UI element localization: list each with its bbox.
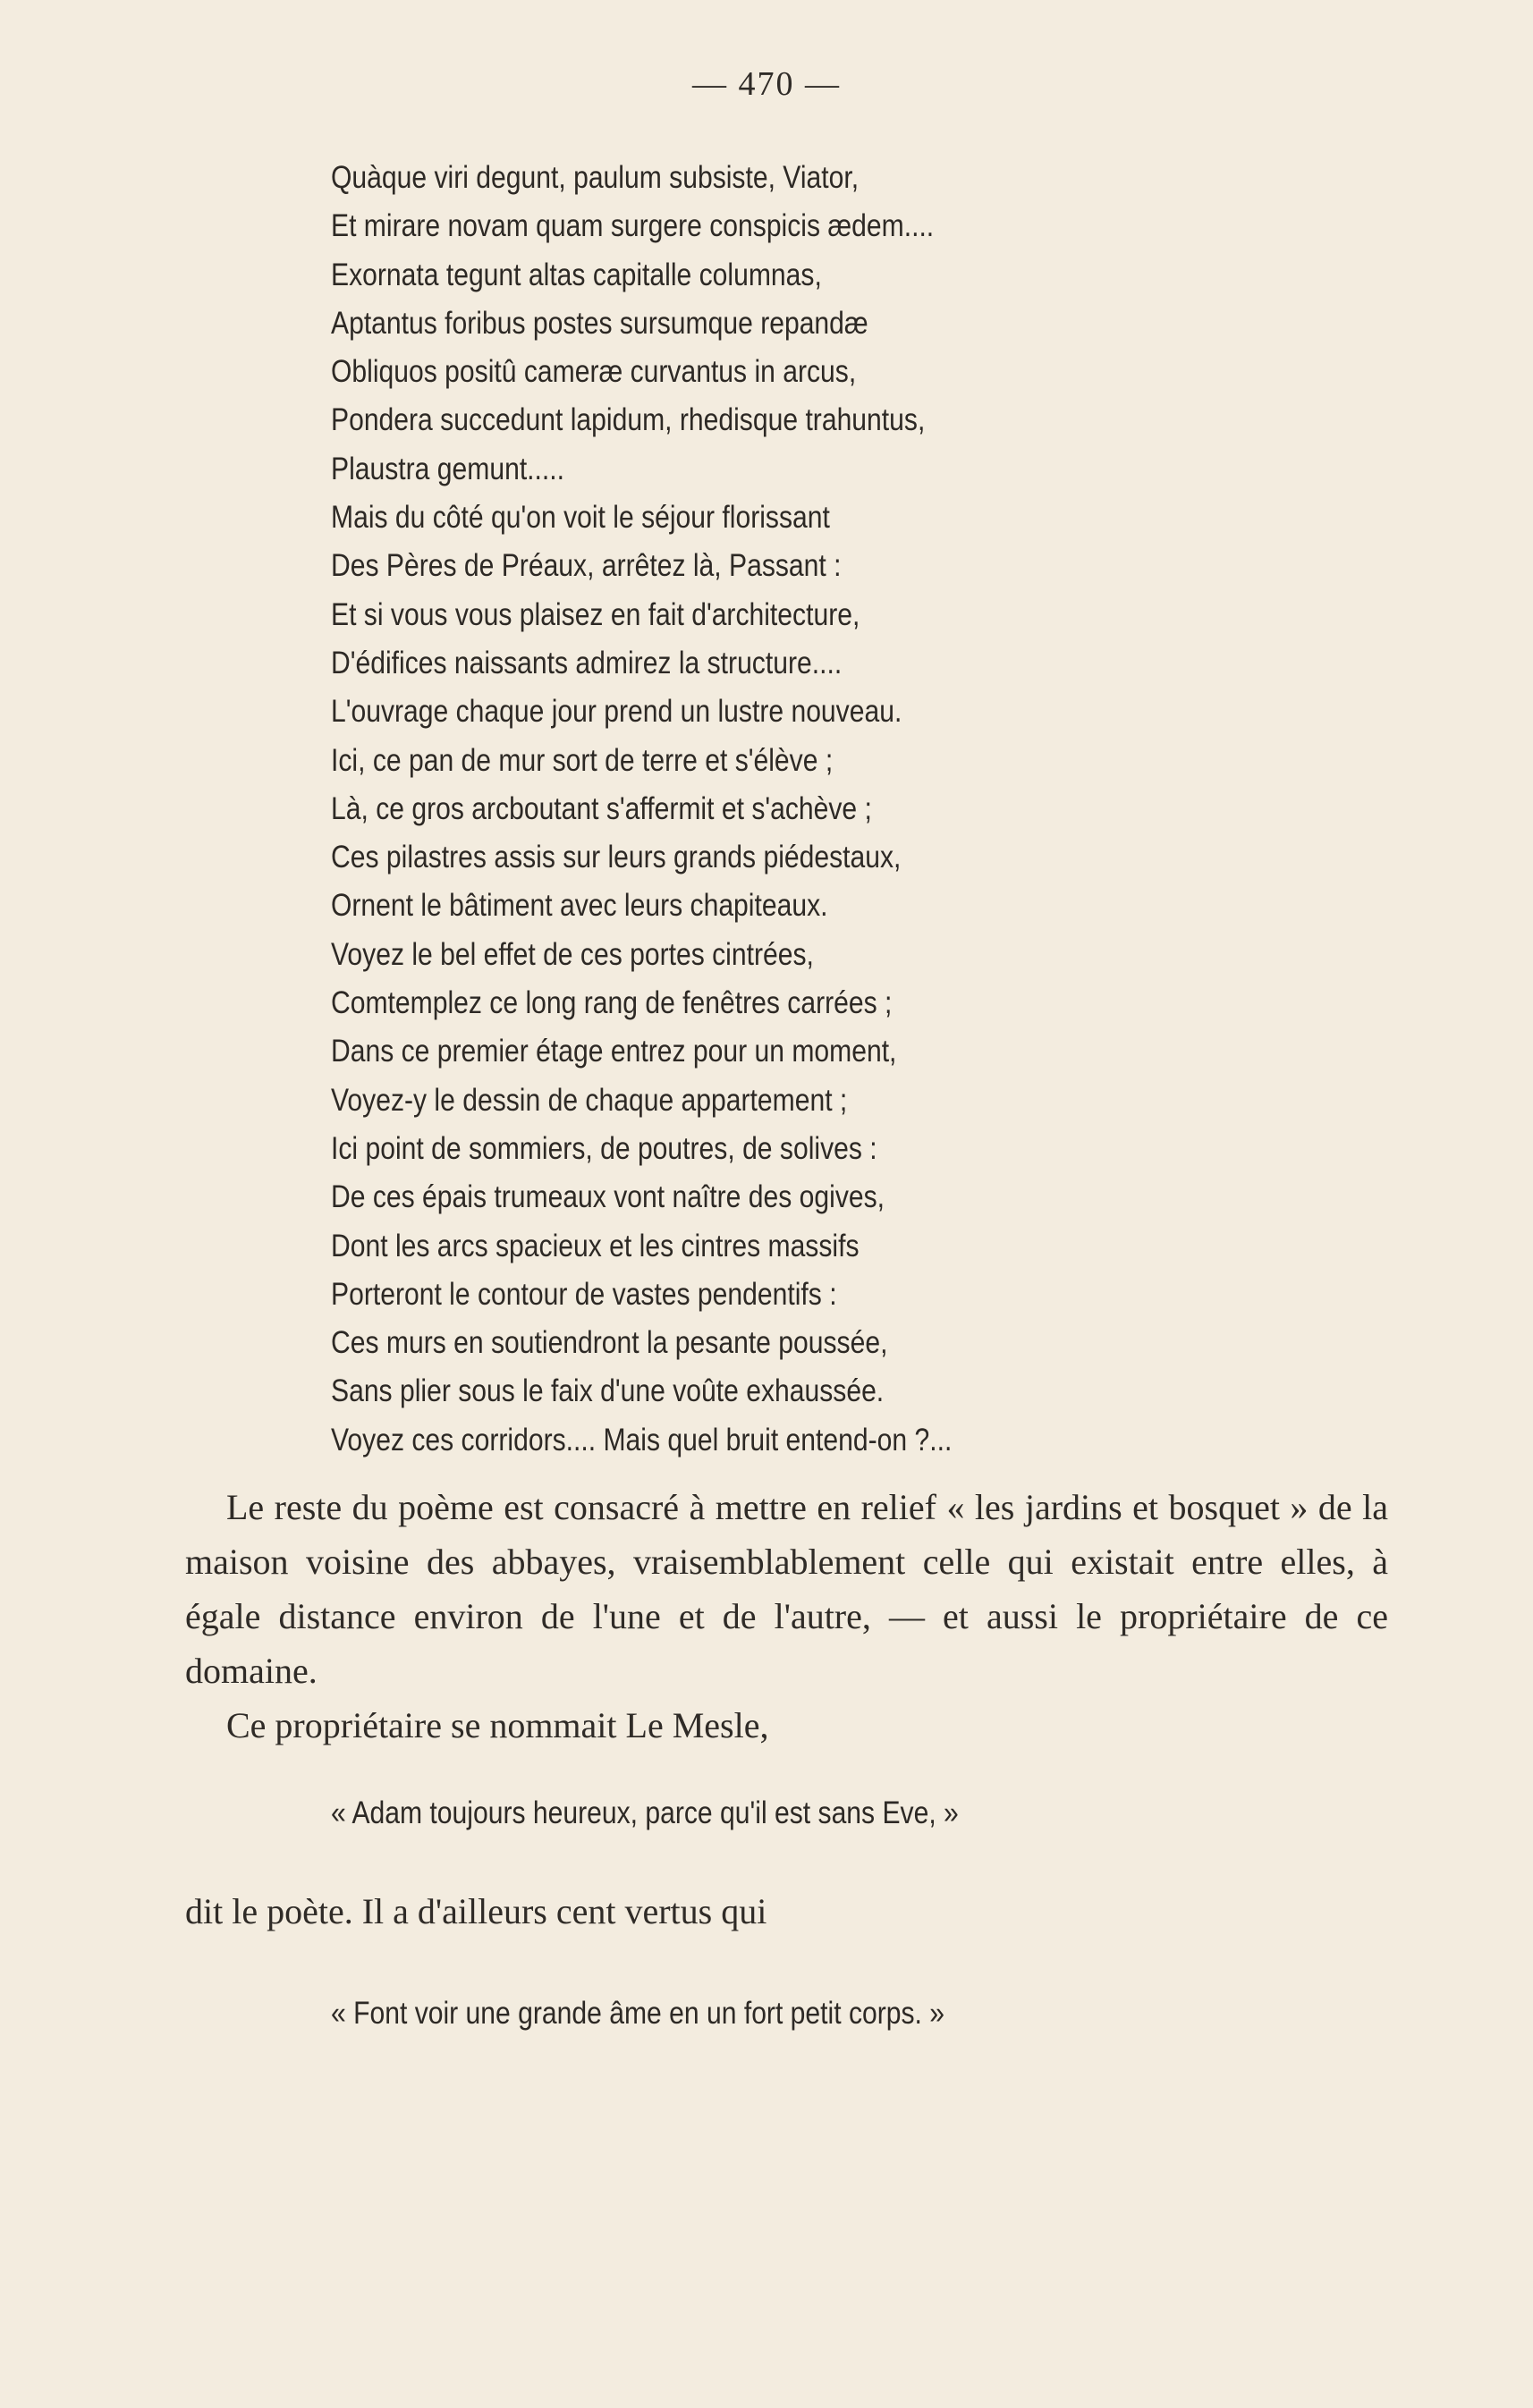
verse-line: Voyez-y le dessin de chaque appartement ; [331,1082,848,1118]
prose-block [185,1480,1388,1753]
verse-line: Sans plier sous le faix d'une voûte exhaussée. [331,1373,885,1409]
verse-line: Ici, ce pan de mur sort de terre et s'élève ; [331,742,834,778]
paragraph-3: dit le poète. Il a d'ailleurs cent vertus qui [185,1891,767,1931]
paragraph-1: Le reste du poème est consacré à mettre en relief « les jardins et bosquet » de la maison voisine des abbayes, vraisemblablement celle qui existait entre elles, à égale distance environ de l'une et de l'autre, — et aussi le propriétaire de ce domaine. [185,1487,1388,1691]
quote-adam: « Adam toujours heureux, parce qu'il est sans Eve, » [331,1795,959,1830]
verse-line: Comtemplez ce long rang de fenêtres carrées ; [331,985,893,1021]
verse-line: Quàque viri degunt, paulum subsiste, Viator, [331,160,860,195]
verse-line: De ces épais trumeaux vont naître des ogives, [331,1179,885,1215]
verse-line: Obliquos positû cameræ curvantus in arcus, [331,354,857,390]
verse-line: Ces murs en soutiendront la pesante poussée, [331,1325,888,1361]
verse-line: Pondera succedunt lapidum, rhedisque trahuntus, [331,402,926,438]
verse-line: Là, ce gros arcboutant s'affermit et s'achève ; [331,790,872,826]
verse-line: Dont les arcs spacieux et les cintres massifs [331,1228,860,1263]
verse-line: Exornata tegunt altas capitalle columnas, [331,257,822,292]
verse-line: Aptantus foribus postes sursumque repandæ [331,305,868,341]
paragraph-2: Ce propriétaire se nommait Le Mesle, [226,1705,769,1745]
verse-block [331,154,1215,1465]
verse-line: Porteront le contour de vastes pendentifs : [331,1276,837,1312]
verse-line: Des Pères de Préaux, arrêtez là, Passant : [331,548,842,584]
verse-line: Ici point de sommiers, de poutres, de solives : [331,1130,877,1166]
verse-line: Mais du côté qu'on voit le séjour florissant [331,500,830,536]
verse-line: Voyez le bel effet de ces portes cintrées, [331,936,814,972]
verse-line: Ces pilastres assis sur leurs grands piédestaux, [331,840,902,875]
verse-line: Ornent le bâtiment avec leurs chapiteaux. [331,888,828,924]
verse-line: Plaustra gemunt..... [331,451,564,486]
verse-line: Dans ce premier étage entrez pour un moment, [331,1034,897,1069]
verse-line: Et mirare novam quam surgere conspicis ædem.... [331,208,935,244]
verse-line: L'ouvrage chaque jour prend un lustre nouveau. [331,694,902,730]
verse-line: Et si vous vous plaisez en fait d'architecture, [331,596,860,632]
verse-line: D'édifices naissants admirez la structure.... [331,645,843,680]
verse-line: Voyez ces corridors.... Mais quel bruit entend-on ?... [331,1422,953,1457]
quote-ame: « Font voir une grande âme en un fort petit corps. » [331,1996,945,2031]
page-number: — 470 — [692,65,841,103]
